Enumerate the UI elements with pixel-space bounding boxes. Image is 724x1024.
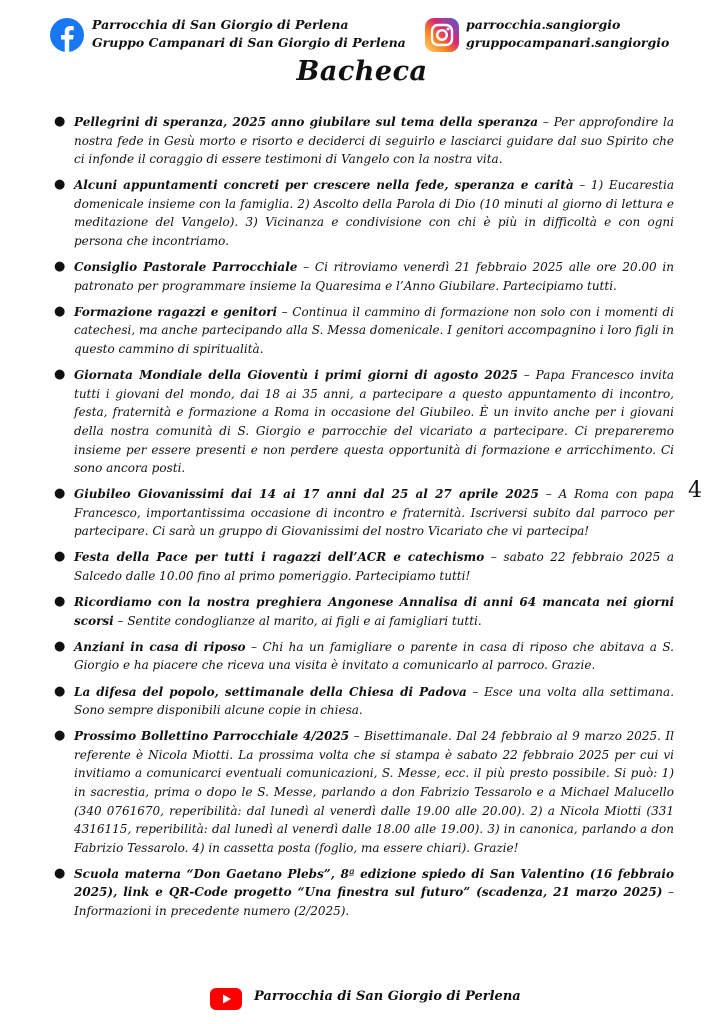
notice-item [54,727,674,857]
notice-body: – Ci ritroviamo venerdì 21 febbraio 2025 alle ore 20.00 in patronato per programmare insieme la Quaresima e l’Anno Giubilare. Partecipiamo tutti. [74,260,674,293]
notice-body: – Bisettimanale. Dal 24 febbraio al 9 marzo 2025. Il referente è Nicola Miotti. La prossima volta che si stampa è sabato 22 febbraio 2025 per cui vi invitiamo a comunicarci eventuali comunicazioni, S. Messe, ecc. il più presto possibile. Si può: 1) in sacrestia, prima o dopo le S. Messe, parlando a don Fabrizio Tessarolo e a Michael Malucello (340 0761670, reperibilità: dal lunedì al venerdì dalle 19.00 alle 20.00). 2) a Nicola Miotti (331 4316115, reperibilità: dal lunedì al venerdì dalle 18.00 alle 19.00). 3) in canonica, parlando a don Fabrizio Tessarolo. 4) in cassetta posta (foglio, ma essere chiari). Grazie! [74,729,674,855]
notice-heading: Giubileo Giovanissimi dai 14 ai 17 anni dal 25 al 27 aprile 2025 [74,487,539,502]
instagram-line-2: gruppocampanari.sangiorgio [466,35,670,50]
page-number: 4 [688,478,702,503]
bullet-icon: ● [54,549,66,565]
bullet-icon: ● [54,683,66,699]
notice-heading: Formazione ragazzi e genitori [74,304,278,319]
notice-body: – Papa Francesco invita tutti i giovani del mondo, dai 18 ai 35 anni, a partecipare a questo appuntamento di incontro, festa, fraternità e formazione a Roma in occasione del Giubileo. È un invito anche per i giovani della nostra comunità di S. Giorgio e parrocchie del vicariato a partecipare. Ci prepareremo insieme per essere presenti e non perdere questa opportunità di formazione e arricchimento. Ci sono ancora posti. [74,368,674,476]
notice-heading: Giornata Mondiale della Gioventù i primi giorni di agosto 2025 [74,368,518,383]
notice-body: – Esce una volta alla settimana. Sono sempre disponibili alcune copie in chiesa. [74,684,675,718]
notice-item [54,593,674,630]
notice-heading: Alcuni appuntamenti concreti per crescere nella fede, speranza e carità [74,178,574,193]
bullet-icon: ● [54,728,66,744]
bullet-icon: ● [54,303,66,319]
notice-heading: Anziani in casa di riposo [74,639,246,654]
notice-list [54,113,675,928]
notice-body: – Continua il cammino di formazione non solo con i momenti di catechesi, ma anche partecipando alla S. Messa domenicale. I genitori accompagnino i loro figli in questo cammino di spiritualità. [74,304,674,357]
notice-item [54,113,675,169]
instagram-icon[interactable] [425,18,459,52]
notice-heading: Consiglio Pastorale Parrocchiale [74,260,298,275]
notice-item [54,176,675,250]
facebook-line-2: Gruppo Campanari di San Giorgio di Perlena [92,35,406,50]
footer-text: Parrocchia di San Giorgio di Perlena [254,989,521,1004]
notice-heading: Prossimo Bollettino Parrocchiale 4/2025 [74,729,350,744]
notice-item [54,865,674,921]
youtube-icon[interactable] [210,988,242,1010]
bullet-icon: ● [54,486,66,502]
notice-heading: Scuola materna “Don Gaetano Plebs”, 8ª edizione spiedo di San Valentino (16 febbraio 2025), link e QR-Code progetto “Una finestra sul futuro” (scadenza, 21 marzo 2025) [74,866,674,900]
notice-body: – sabato 22 febbraio 2025 a Salcedo dalle 10.00 fino al primo pomeriggio. Partecipiamo tutti! [74,550,675,584]
notice-body: – Per approfondire la nostra fede in Gesù morto e risorto e deciderci di seguirlo e lasciarci guidare dal suo Spirito che ci infonde il coraggio di essere testimoni di Vangelo con la nostra vita. [74,115,675,167]
notice-body: – A Roma con papa Francesco, importantissima occasione di incontro e fraternità. Iscriversi subito dal parroco per partecipare. Ci sarà un gruppo di Giovanissimi del nostro Vicariato che vi partecipa! [74,487,674,539]
notice-item [54,485,674,541]
facebook-account-text [92,16,406,52]
page-footer [0,986,724,1010]
notice-body: – Sentite condoglianze al marito, ai figli e ai famigliari tutti. [113,613,482,628]
bullet-icon: ● [54,177,66,193]
notice-item [54,366,674,478]
notice-body: – 1) Eucarestia domenicale insieme con la famiglia. 2) Ascolto della Parola di Dio (10 minuti al giorno di lettura e meditazione del Vangelo). 3) Vicinanza e condivisione con chi è più in difficoltà e con ogni persona che incontriamo. [74,178,675,249]
notice-item [54,258,674,295]
bullet-icon: ● [54,638,66,654]
notice-heading: La difesa del popolo, settimanale della Chiesa di Padova [74,684,467,699]
notice-heading: Pellegrini di speranza, 2025 anno giubilare sul tema della speranza [74,115,539,129]
bullet-icon: ● [54,865,66,881]
bullet-icon: ● [54,259,66,275]
notice-item [54,638,674,675]
notice-body: – Chi ha un famigliare o parente in casa di riposo che abitava a S. Giorgio e ha piacere che riceva una visita è invitato a comunicarlo al parroco. Grazie. [74,639,674,673]
page-title: Bacheca [296,56,428,87]
notice-body: – Informazioni in precedente numero (2/2025). [74,885,674,919]
notice-heading: Festa della Pace per tutti i ragazzi dell’ACR e catechismo [74,550,485,565]
instagram-account-text [466,16,669,52]
notice-item [54,548,675,585]
page-header [0,14,724,58]
notice-item [54,303,674,359]
bullet-icon: ● [54,367,66,383]
facebook-line-1: Parrocchia di San Giorgio di Perlena [92,17,349,32]
bullet-icon: ● [54,594,66,610]
bullet-icon: ● [54,114,66,129]
notice-heading: Ricordiamo con la nostra preghiera Angonese Annalisa di anni 64 mancata nei giorni scorsi [74,595,674,628]
instagram-line-1: parrocchia.sangiorgio [466,17,621,32]
facebook-icon[interactable] [50,18,84,52]
notice-item [54,683,675,720]
